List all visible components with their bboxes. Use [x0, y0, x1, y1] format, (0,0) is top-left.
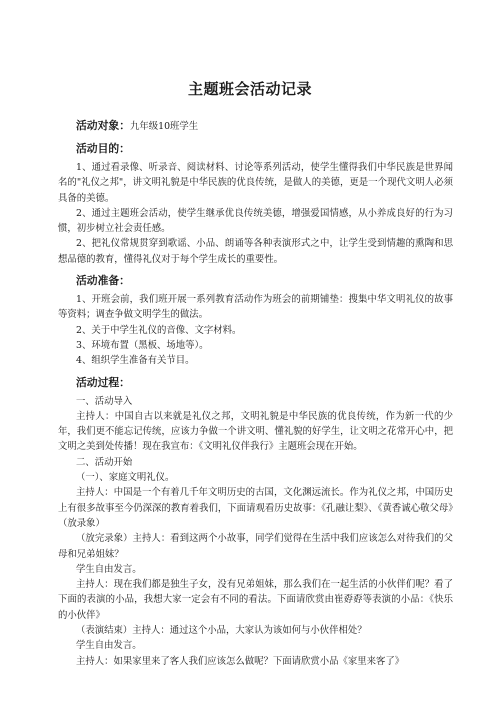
target-line [76, 118, 453, 135]
process-paragraph: 一、活动导入 [76, 395, 133, 407]
preparation-paragraph: 4、组织学生准备有关节目。 [76, 355, 195, 367]
document-body [58, 118, 453, 669]
target-label: 活动对象 [76, 119, 120, 132]
preparation-heading: 活动准备： [76, 274, 130, 288]
purpose-paragraph: 2、把礼仪常规贯穿到歌谣、小品、朗诵等各种表演形式之中，让学生受到情趣的熏陶和思想品德的教育，懂得礼仪对于每个学生成长的重要性。 [58, 238, 453, 265]
page-title: 主题班会活动记录 [187, 80, 312, 98]
process-heading: 活动过程： [76, 375, 130, 389]
purpose-paragraph: 1、通过看录像、听录音、阅读材料、讨论等系列活动，使学生懂得我们中华民族是世界闻名的"礼仪之邦"，讲文明礼貌是中华民族的优良传统，是做人的美德，更是一个现代文明人必须具备的美德。 [58, 162, 453, 204]
process-paragraph: 主持人：如果家里来了客人我们应该怎么做呢？下面请欣赏小品《家里来客了》 [76, 655, 405, 667]
process-paragraph: 主持人：中国自古以来就是礼仪之邦，文明礼貌是中华民族的优良传统，作为新一代的少年，我们更不能忘记传统，应该力争做一个讲文明、懂礼貌的好学生，让文明之花常开心中，把文明之美到处传播！现在我宣布：《文明礼仪伴我行》主题班会现在开始。 [58, 410, 453, 453]
target-colon: ： [119, 119, 130, 132]
preparation-paragraph: 2、关于中学生礼仪的音像、文字材料。 [76, 324, 242, 336]
process-paragraph: 学生自由发言。 [76, 563, 142, 575]
process-paragraph: 主持人：中国是一个有着几千年文明历史的古国，文化渊远流长。作为礼仪之邦，中国历史上有很多故事至今仍深深的教育着我们，下面请观看历史故事：《孔融让梨》、《黄香诚心敬父母》（放录象） [58, 487, 453, 529]
process-paragraph: 二、活动开始 [76, 456, 133, 468]
preparation-paragraph: 3、环境布置（黑板、场地等）。 [76, 339, 209, 351]
process-paragraph: （放完录象）主持人：看到这两个小故事，同学们觉得在生活中我们应该怎么对待我们的父母和兄弟姐妹？ [58, 533, 453, 560]
purpose-heading: 活动目的： [76, 142, 130, 155]
process-paragraph: 主持人：现在我们都是独生子女，没有兄弟姐妹，那么我们在一起生活的小伙伴们呢？看了下面的表演的小品，我想大家一定会有不同的看法。下面请欣赏由崔孬孬等表演的小品：《快乐的小伙伴》 [58, 579, 453, 621]
preparation-paragraph: 1、开班会前，我们班开展一系列教育活动作为班会的前期铺垫：搜集中华文明礼仪的故事等资料；调查争做文明学生的做法。 [58, 294, 453, 321]
process-paragraph: 学生自由发言。 [76, 640, 142, 652]
process-paragraph: （一）、家庭文明礼仪。 [76, 472, 175, 484]
purpose-paragraph: 2、通过主题班会活动，使学生继承优良传统美德，增强爱国情感，从小养成良好的行为习惯，初步树立社会责任感。 [58, 207, 453, 235]
process-paragraph: （表演结束）主持人：通过这个小品，大家认为该如何与小伙伴相处？ [76, 625, 367, 637]
target-value: 九年级10班学生 [129, 121, 199, 132]
